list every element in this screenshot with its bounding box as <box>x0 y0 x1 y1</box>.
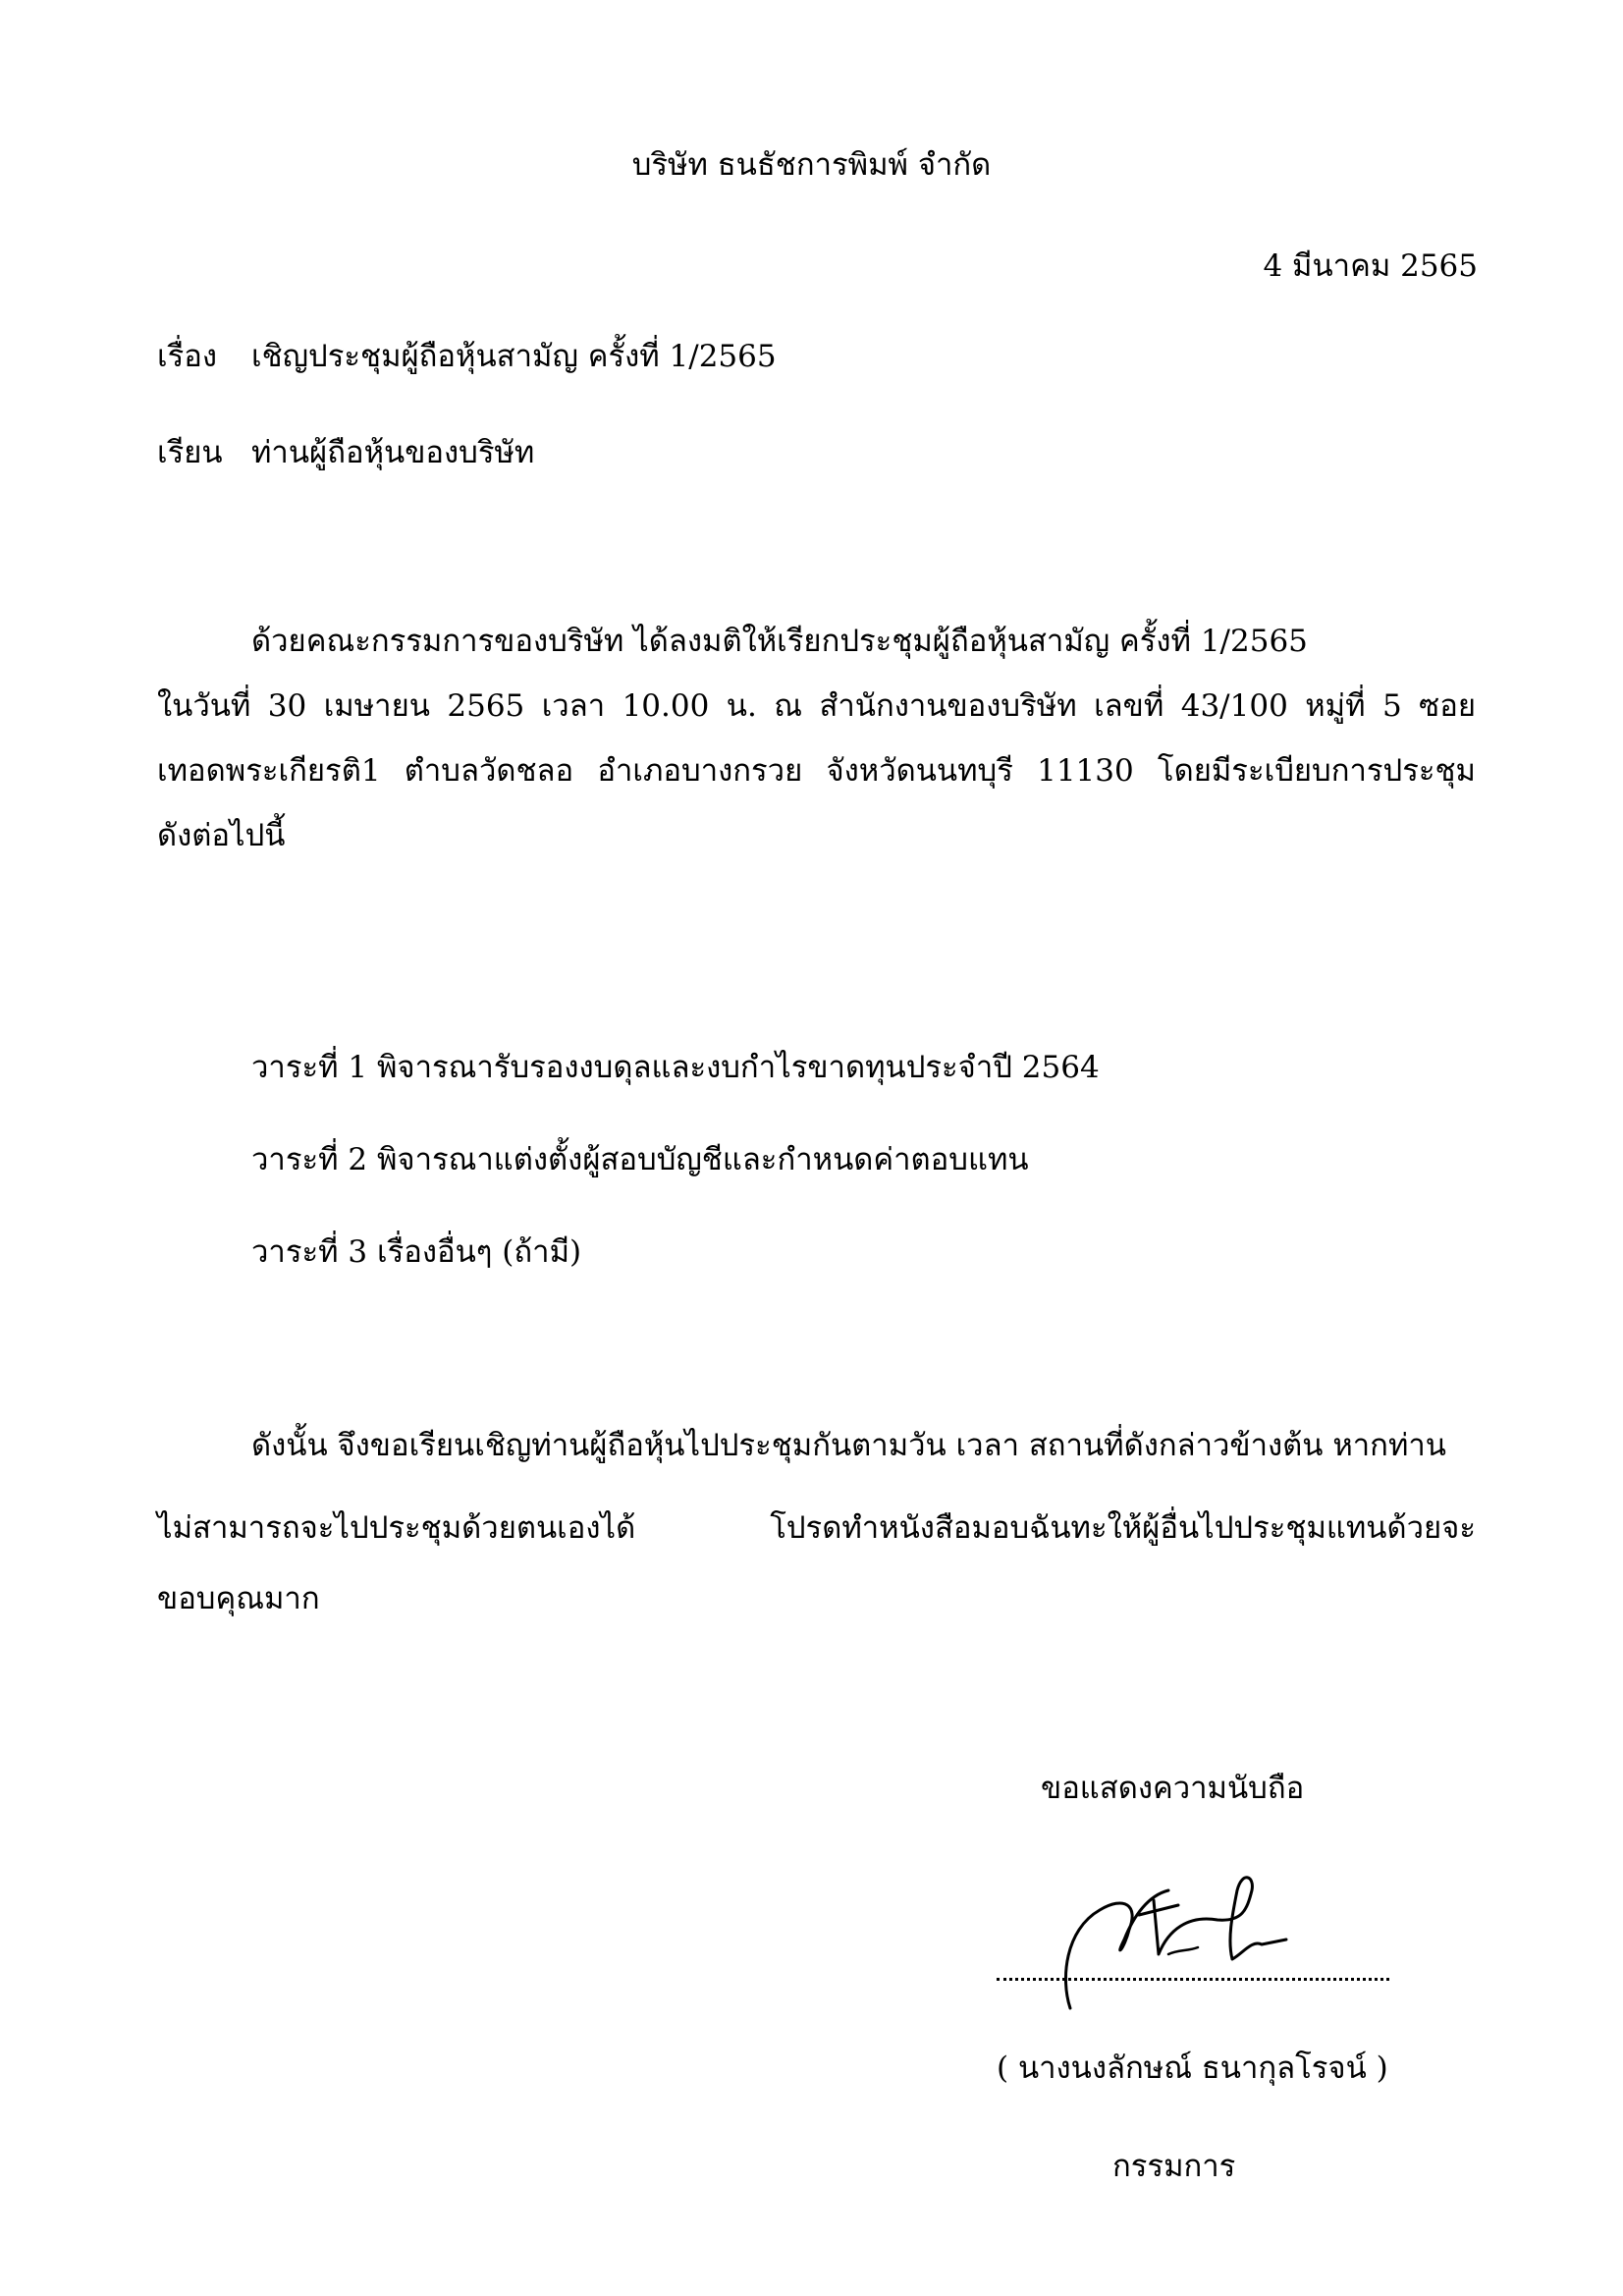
paragraph-line: ดังต่อไปนี้ <box>157 818 286 853</box>
signature-image <box>1031 1861 1355 2018</box>
paragraph-line: เทอดพระเกียรติ1 ตำบลวัดชลอ อำเภอบางกรวย จังหวัดนนทบุรี 11130 โดยมีระเบียบการประชุม <box>157 753 1476 789</box>
agenda-item: วาระที่ 2 พิจารณาแต่งตั้งผู้สอบบัญชีและกำหนดค่าตอบแทน <box>251 1142 1029 1177</box>
paragraph-line: ในวันที่ 30 เมษายน 2565 เวลา 10.00 น. ณ สำนักงานของบริษัท เลขที่ 43/100 หมู่ที่ 5 ซอย <box>157 688 1476 724</box>
company-name: บริษัท ธนธัชการพิมพ์ จำกัด <box>631 147 992 183</box>
signature-dotted-line <box>997 1974 1389 1981</box>
recipient-label: เรียน <box>157 435 223 470</box>
subject-line <box>157 339 777 375</box>
paragraph-line: ไม่สามารถจะไปประชุมด้วยตนเองได้ โปรดทำหนังสือมอบฉันทะให้ผู้อื่นไปประชุมแทนด้วยจะ <box>157 1510 1476 1546</box>
closing-phrase: ขอแสดงความนับถือ <box>1041 1771 1305 1806</box>
agenda-list <box>251 1021 1100 1298</box>
signer-title: กรรมการ <box>1112 2149 1236 2184</box>
letter-date: 4 มีนาคม 2565 <box>1263 248 1478 284</box>
paragraph-line: ด้วยคณะกรรมการของบริษัท ได้ลงมติให้เรียกประชุมผู้ถือหุ้นสามัญ ครั้งที่ 1/2565 <box>251 624 1308 659</box>
paragraph-line: ดังนั้น จึงขอเรียนเชิญท่านผู้ถือหุ้นไปประชุมกันตามวัน เวลา สถานที่ดังกล่าวข้างต้น หากท่าน <box>251 1428 1446 1463</box>
recipient-text: ท่านผู้ถือหุ้นของบริษัท <box>251 435 535 470</box>
paragraph-line: ขอบคุณมาก <box>157 1581 320 1616</box>
recipient-line <box>157 435 534 471</box>
body-paragraph-1 <box>157 609 1476 868</box>
body-paragraph-2 <box>157 1404 1476 1628</box>
agenda-item: วาระที่ 3 เรื่องอื่นๆ (ถ้ามี) <box>251 1234 582 1270</box>
subject-text: เชิญประชุมผู้ถือหุ้นสามัญ ครั้งที่ 1/2565 <box>251 339 777 374</box>
signer-name: ( นางนงลักษณ์ ธนากุลโรจน์ ) <box>997 2050 1388 2086</box>
agenda-item: วาระที่ 1 พิจารณารับรองงบดุลและงบกำไรขาดทุนประจำปี 2564 <box>251 1050 1100 1085</box>
subject-label: เรื่อง <box>157 339 218 374</box>
